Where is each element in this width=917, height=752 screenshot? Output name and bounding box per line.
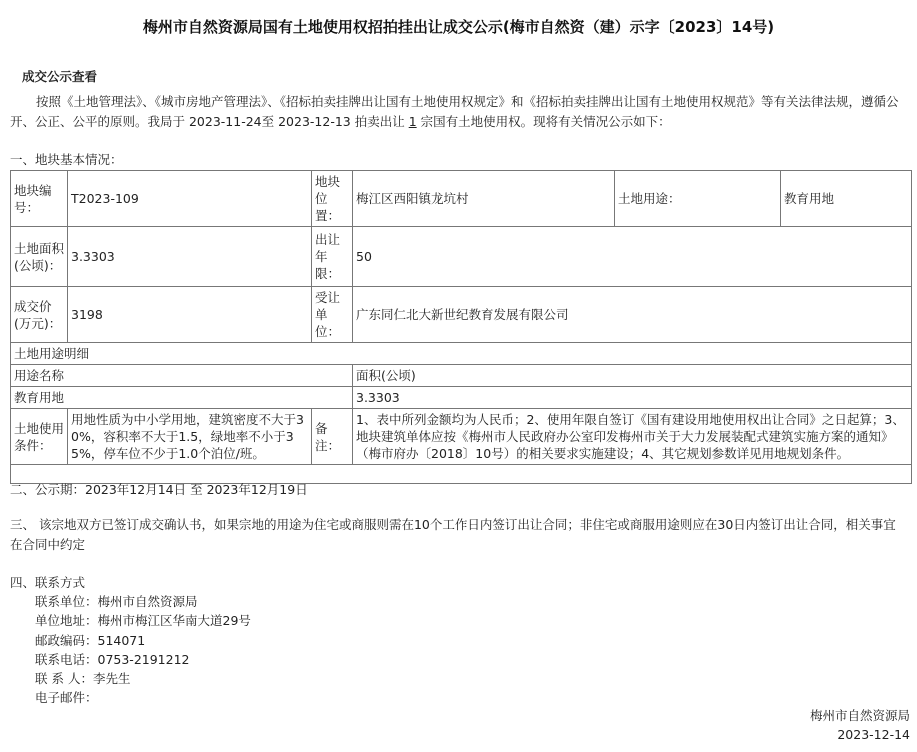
- parcel-no-value: T2023-109: [68, 171, 312, 227]
- use-name-header: 用途名称: [11, 365, 353, 387]
- intro-text-part1: 按照《土地管理法》、《城市房地产管理法》、《招标拍卖挂牌出让国有土地使用权规定》和《招标拍卖挂牌出让国有土地使用权规范》等有关法律法规，遵循公开、公正、公平的原则。我局于 2023-11-24至 2023-12-13 拍卖出让: [10, 94, 899, 129]
- contact-person: 联 系 人：李先生: [35, 671, 131, 687]
- contact-postcode: 邮政编码：514071: [35, 632, 146, 648]
- table-row: [11, 287, 912, 343]
- contact-unit: 联系单位：梅州市自然资源局: [35, 594, 198, 609]
- section2-publicity-period: 二、公示期：2023年12月14日 至 2023年12月19日: [10, 482, 308, 497]
- section1-heading: 一、地块基本情况：: [10, 152, 123, 167]
- section3-contract-note: 三、 该宗地双方已签订成交确认书，如果宗地的用途为住宅或商服则需在10个工作日内签订出让合同；非住宅或商服用途则应在30日内签订出让合同，相关事宜在合同中约定: [10, 517, 896, 552]
- table-row: [11, 409, 912, 465]
- contact-email: 电子邮件：: [35, 690, 98, 706]
- location-label: 地块位置：: [312, 171, 353, 227]
- section-subheading: 成交公示查看: [22, 69, 98, 84]
- table-row: [11, 227, 912, 287]
- price-label: 成交价(万元)：: [11, 287, 68, 343]
- buyer-value: 广东同仁北大新世纪教育发展有限公司: [353, 287, 912, 343]
- contact-block: [35, 592, 251, 708]
- conditions-value: 用地性质为中小学用地，建筑密度不大于30%，容积率不大于1.5，绿地率不小于35%，停车位不少于1.0个泊位/班。: [68, 409, 312, 465]
- signature-date: 2023-12-14: [837, 727, 910, 742]
- remarks-label: 备注：: [312, 409, 353, 465]
- land-use-value: 教育用地: [781, 171, 912, 227]
- table-row: [11, 365, 912, 387]
- table-row: [11, 343, 912, 365]
- use-area-header: 面积(公顷): [353, 365, 912, 387]
- intro-paragraph: [10, 92, 905, 132]
- conditions-label: 土地使用条件：: [11, 409, 68, 465]
- table-row: [11, 171, 912, 227]
- signature-org: 梅州市自然资源局: [809, 708, 910, 723]
- use-area-value: 3.3303: [353, 387, 912, 409]
- buyer-label: 受让单位：: [312, 287, 353, 343]
- contact-address: 单位地址：梅州市梅江区华南大道29号: [35, 613, 251, 629]
- intro-text-part2: 宗国有土地使用权。现将有关情况公示如下：: [416, 114, 671, 129]
- remarks-value: 1、表中所列金额均为人民币；2、使用年限自签订《国有建设用地使用权出让合同》之日起算；3、地块建筑单体应按《梅州市人民政府办公室印发梅州市关于大力发展装配式建筑实施方案的通知》（梅市府办〔2018〕10号）的相关要求实施建设；4、其它规划参数详见用地规划条件。: [353, 409, 912, 465]
- page-title: 梅州市自然资源局国有土地使用权招拍挂出让成交公示(梅市自然资（建）示字〔2023〕14号): [142, 18, 775, 36]
- location-value: 梅江区西阳镇龙坑村: [353, 171, 615, 227]
- use-name-value: 教育用地: [11, 387, 353, 409]
- land-use-label: 土地用途：: [615, 171, 781, 227]
- term-value: 50: [353, 227, 912, 287]
- area-label: 土地面积(公顷)：: [11, 227, 68, 287]
- term-label: 出让年限：: [312, 227, 353, 287]
- table-row: [11, 387, 912, 409]
- section4-heading: 四、联系方式: [10, 575, 86, 590]
- land-info-table: [10, 170, 912, 484]
- contact-phone: 联系电话：0753-2191212: [35, 651, 190, 667]
- price-value: 3198: [68, 287, 312, 343]
- use-detail-heading: 土地用途明细: [11, 343, 912, 365]
- parcel-no-label: 地块编号：: [11, 171, 68, 227]
- area-value: 3.3303: [68, 227, 312, 287]
- parcel-count: 1: [408, 114, 417, 129]
